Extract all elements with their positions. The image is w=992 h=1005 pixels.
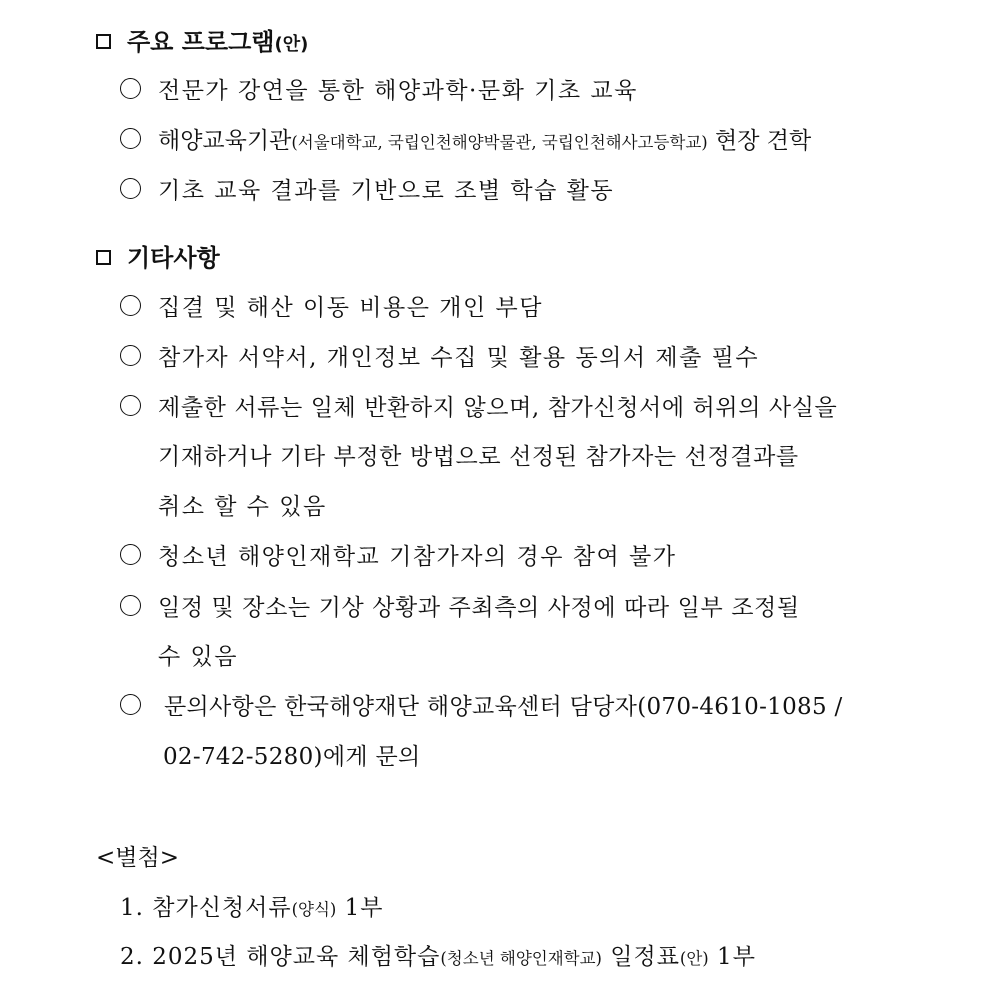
circle-bullet-icon <box>120 395 141 416</box>
list-item-text <box>158 122 811 155</box>
list-item-text-line2: 수 있음 <box>158 644 238 670</box>
list-item-text: 참가자 서약서, 개인정보 수집 및 활용 동의서 제출 필수 <box>158 345 760 371</box>
list-item-text-line3: 취소 할 수 있음 <box>158 494 327 520</box>
list-item-text-line1: 제출한 서류는 일체 반환하지 않으며, 참가신청서에 허위의 사실을 <box>158 395 838 421</box>
list-item-text-line2: 02-742-5280)에게 문의 <box>163 744 421 770</box>
square-bullet-icon <box>96 34 111 49</box>
list-item-text-line2: 기재하거나 기타 부정한 방법으로 선정된 참가자는 선정결과를 <box>158 444 799 470</box>
list-item-text-small: (서울대학교, 국립인천해양박물관, 국립인천해사고등학교) <box>291 133 708 152</box>
section-title: 주요 프로그램 <box>127 28 275 56</box>
attachment-text-end2: 1부 <box>708 944 756 970</box>
attachment-item <box>120 938 756 971</box>
list-item-text-end: 현장 견학 <box>707 128 812 154</box>
list-item-text: 집결 및 해산 이동 비용은 개인 부담 <box>158 295 543 321</box>
section-title: 기타사항 <box>127 244 220 272</box>
circle-bullet-icon <box>120 595 141 616</box>
square-bullet-icon <box>96 250 111 265</box>
attachment-text-small: (청소년 해양인재학교) <box>440 949 602 968</box>
list-item-text: 청소년 해양인재학교 기참가자의 경우 참여 불가 <box>158 544 677 570</box>
list-item-text-main: 해양교육기관 <box>158 128 292 154</box>
list-item-text-line1: 문의사항은 한국해양재단 해양교육센터 담당자(070-4610-1085 / <box>164 694 843 720</box>
attachments-title: <별첨> <box>96 845 179 871</box>
circle-bullet-icon <box>120 544 141 565</box>
attachment-text-small2: (안) <box>679 949 709 968</box>
attachment-text-end: 1부 <box>336 895 384 921</box>
attachment-text-main: 1. 참가신청서류 <box>120 895 292 921</box>
list-item-text: 기초 교육 결과를 기반으로 조별 학습 활동 <box>158 178 615 204</box>
attachment-text-main: 2. 2025년 해양교육 체험학습 <box>120 944 441 970</box>
section-title-suffix: (안) <box>274 34 309 55</box>
circle-bullet-icon <box>120 345 141 366</box>
section-heading-misc <box>96 238 220 273</box>
circle-bullet-icon <box>120 128 141 149</box>
list-item-text: 전문가 강연을 통한 해양과학·문화 기초 교육 <box>158 78 638 104</box>
circle-bullet-icon <box>120 178 141 199</box>
circle-bullet-icon <box>120 694 141 715</box>
attachment-item <box>120 889 384 922</box>
list-item-text-line1: 일정 및 장소는 기상 상황과 주최측의 사정에 따라 일부 조정될 <box>158 595 800 621</box>
section-heading-programs <box>96 22 308 57</box>
attachment-text-end: 일정표 <box>601 944 680 970</box>
circle-bullet-icon <box>120 295 141 316</box>
circle-bullet-icon <box>120 78 141 99</box>
attachment-text-small: (양식) <box>291 900 337 919</box>
